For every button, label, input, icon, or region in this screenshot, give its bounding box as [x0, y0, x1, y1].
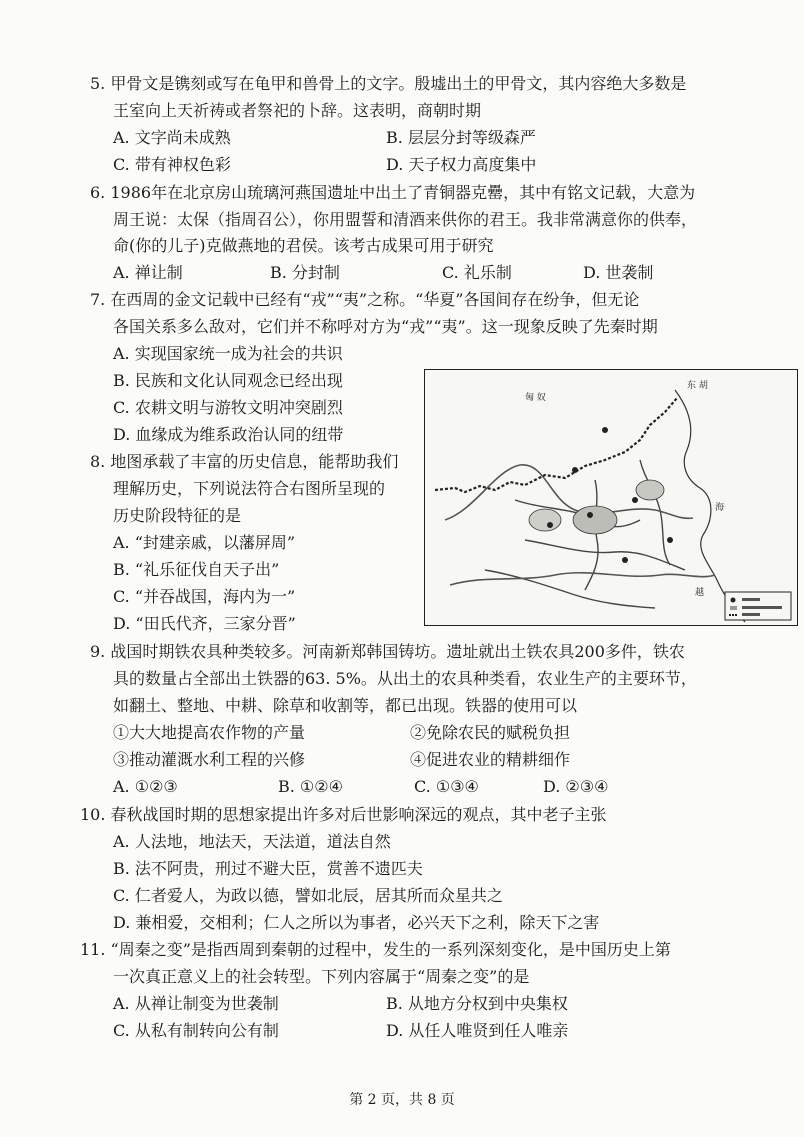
legend-city-symbol — [731, 598, 736, 603]
q7-option-d: D. 血缘成为维系政治认同的纽带 — [113, 425, 344, 444]
q8-stem-line1: 8. 地图承载了丰富的历史信息，能帮助我们 — [90, 452, 399, 471]
q8-option-b: B. “礼乐征伐自天子出” — [113, 560, 280, 579]
q9-statement-1: ①大大地提高农作物的产量 — [113, 723, 306, 742]
q9-statement-4: ④促进农业的精耕细作 — [410, 750, 571, 769]
q11-option-b: B. 从地方分权到中央集权 — [386, 994, 568, 1013]
q9-stem-line3: 如翻土、整地、中耕、除草和收割等，都已出现。铁器的使用可以 — [113, 696, 578, 715]
city-marker-7 — [622, 557, 628, 563]
map-drawing — [425, 370, 796, 624]
q5-option-d: D. 天子权力高度集中 — [386, 155, 537, 174]
q11-option-a: A. 从禅让制变为世袭制 — [113, 994, 279, 1013]
historical-map-figure — [424, 369, 798, 626]
q10-option-c: C. 仁者爱人，为政以德，譬如北辰，居其所而众星共之 — [113, 886, 503, 905]
q6-option-b: B. 分封制 — [270, 263, 340, 282]
q6-stem-line3: 命(你的儿子)克做燕地的君侯。该考古成果可用于研究 — [113, 236, 494, 255]
q10-option-d: D. 兼相爱，交相利；仁人之所以为事者，必兴天下之利，除天下之害 — [113, 913, 600, 932]
city-marker-3 — [587, 512, 593, 518]
q8-option-a: A. “封建亲戚，以藩屏周” — [113, 533, 296, 552]
q9-option-a: A. ①②③ — [113, 777, 178, 796]
page-footer: 第 2 页，共 8 页 — [349, 1092, 455, 1108]
q6-option-d: D. 世袭制 — [583, 263, 654, 282]
q8-option-c: C. “并吞战国，海内为一” — [113, 587, 296, 606]
q9-stem-line2: 具的数量占全部出土铁器的63. 5%。从出土的农具种类看，农业生产的主要环节， — [113, 669, 697, 688]
q6-stem-line2: 周王说：太保（指周召公），你用盟誓和清酒来供你的君王。我非常满意你的供奉， — [113, 210, 698, 229]
q7-option-c: C. 农耕文明与游牧文明冲突剧烈 — [113, 398, 343, 417]
q11-option-c: C. 从私有制转向公有制 — [113, 1021, 279, 1040]
q9-option-b: B. ①②④ — [278, 777, 343, 796]
q8-stem-line2: 理解历史，下列说法符合右图所呈现的 — [113, 479, 386, 498]
q9-statement-3: ③推动灌溉水利工程的兴修 — [113, 750, 306, 769]
coastline — [675, 390, 745, 622]
q11-stem-line2: 一次真正意义上的社会转型。下列内容属于“周秦之变”的是 — [113, 967, 530, 986]
city-marker-1 — [602, 427, 608, 433]
q9-stem-line1: 9. 战国时期铁农具种类较多。河南新郑韩国铸坊。遗址就出土铁农具200多件，铁农 — [90, 642, 685, 661]
q11-stem-line1: 11. “周秦之变”是指西周到秦朝的过程中，发生的一系列深刻变化，是中国历史上第 — [80, 940, 671, 959]
q7-stem-line1: 7. 在西周的金文记载中已经有“戎”“夷”之称。“华夏”各国间存在纷争，但无论 — [90, 290, 640, 309]
territory-east — [636, 480, 664, 500]
border-4 — [525, 540, 685, 570]
q5-option-a: A. 文字尚未成熟 — [113, 128, 231, 147]
wall-north — [435, 398, 677, 492]
q5-option-b: B. 层层分封等级森严 — [386, 128, 536, 147]
territory-central — [573, 506, 617, 534]
map-label-sea: 海 — [715, 503, 725, 513]
city-marker-5 — [547, 522, 553, 528]
legend-text-line-1 — [742, 598, 760, 601]
map-label-northeast: 东 胡 — [687, 381, 708, 391]
q6-option-a: A. 禅让制 — [113, 263, 183, 282]
q5-stem-line2: 王室向上天祈祷或者祭祀的卜辞。这表明，商朝时期 — [113, 101, 482, 120]
q11-option-d: D. 从任人唯贤到任人唯亲 — [386, 1021, 569, 1040]
map-label-north: 匈 奴 — [525, 393, 546, 403]
q5-option-c: C. 带有神权色彩 — [113, 155, 231, 174]
q9-statement-2: ②免除农民的赋税负担 — [410, 723, 571, 742]
city-marker-6 — [667, 537, 673, 543]
city-marker-4 — [632, 497, 638, 503]
territory-west — [529, 509, 561, 531]
q7-option-b: B. 民族和文化认同观念已经出现 — [113, 371, 343, 390]
map-label-south: 越 — [695, 588, 705, 598]
q7-stem-line2: 各国关系多么敌对，它们并不称呼对方为“戎”“夷”。这一现象反映了先秦时期 — [113, 317, 658, 336]
legend-text-line-2 — [742, 606, 782, 609]
q10-stem-line1: 10. 春秋战国时期的思想家提出许多对后世影响深远的观点，其中老子主张 — [80, 805, 607, 824]
city-marker-2 — [572, 467, 578, 473]
legend-area-symbol — [730, 606, 737, 610]
q5-stem-line1: 5. 甲骨文是镌刻或写在龟甲和兽骨上的文字。殷墟出土的甲骨文，其内容绝大多数是 — [90, 74, 687, 93]
q7-option-a: A. 实现国家统一成为社会的共识 — [113, 344, 343, 363]
yangtze-river — [450, 573, 715, 585]
q6-stem-line1: 6. 1986年在北京房山琉璃河燕国遗址中出土了青铜器克罍，其中有铭文记载，大意为 — [90, 183, 696, 202]
q9-option-c: C. ①③④ — [414, 777, 479, 796]
q10-option-b: B. 法不阿贵，刑过不避大臣，赏善不遗匹夫 — [113, 859, 423, 878]
q9-option-d: D. ②③④ — [543, 777, 609, 796]
q8-option-d: D. “田氏代齐，三家分晋” — [113, 614, 296, 633]
q10-option-a: A. 人法地，地法天，天法道，道法自然 — [113, 832, 391, 851]
q8-stem-line3: 历史阶段特征的是 — [113, 506, 242, 525]
legend-text-line-3 — [742, 613, 760, 616]
q6-option-c: C. 礼乐制 — [442, 263, 512, 282]
